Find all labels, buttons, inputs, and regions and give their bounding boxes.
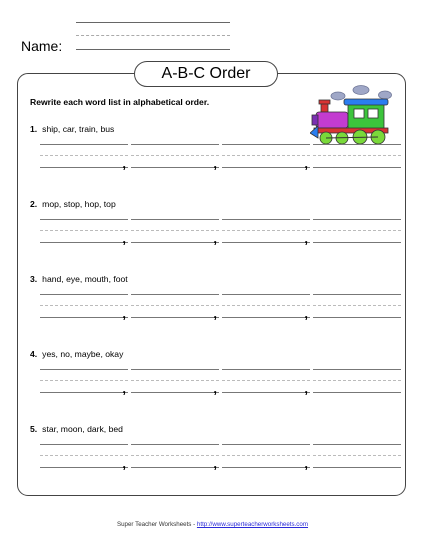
answer-slot-1[interactable] bbox=[40, 444, 128, 471]
answer-comma: , bbox=[213, 381, 217, 396]
answer-guide-top bbox=[222, 369, 310, 370]
answer-guide-dashed bbox=[40, 230, 128, 231]
answer-guide-top bbox=[222, 219, 310, 220]
answer-slot-3[interactable] bbox=[222, 219, 310, 246]
answer-write-line[interactable] bbox=[131, 392, 219, 393]
answer-comma: , bbox=[304, 231, 308, 246]
answer-comma: , bbox=[213, 156, 217, 171]
answer-guide-dashed bbox=[222, 155, 310, 156]
answer-guide-dashed bbox=[40, 455, 128, 456]
answer-write-line[interactable] bbox=[131, 467, 219, 468]
problem-word-list: hand, eye, mouth, foot bbox=[42, 274, 128, 284]
answer-slot-3[interactable] bbox=[222, 369, 310, 396]
footer-link[interactable]: http://www.superteacherworksheets.com bbox=[196, 521, 309, 528]
answer-guide-dashed bbox=[313, 455, 401, 456]
answer-guide-dashed bbox=[131, 380, 219, 381]
answer-slot-4[interactable] bbox=[313, 294, 401, 318]
problem-3 bbox=[30, 274, 396, 334]
answer-slot-4[interactable] bbox=[313, 144, 401, 168]
answer-write-line[interactable] bbox=[313, 317, 401, 318]
answer-slot-2[interactable] bbox=[131, 444, 219, 471]
answer-guide-top bbox=[40, 444, 128, 445]
answer-slot-4[interactable] bbox=[313, 219, 401, 243]
answer-guide-dashed bbox=[131, 305, 219, 306]
problem-word-list: mop, stop, hop, top bbox=[42, 199, 116, 209]
answer-guide-dashed bbox=[131, 455, 219, 456]
answer-guide-top bbox=[313, 144, 401, 145]
problem-number: 2. bbox=[30, 199, 38, 209]
answer-guide-dashed bbox=[313, 305, 401, 306]
answer-slot-2[interactable] bbox=[131, 294, 219, 321]
problem-prompt bbox=[30, 124, 114, 135]
answer-comma: , bbox=[122, 156, 126, 171]
answer-comma: , bbox=[213, 306, 217, 321]
answer-write-line[interactable] bbox=[222, 317, 310, 318]
answer-comma: , bbox=[213, 456, 217, 471]
answer-write-line[interactable] bbox=[313, 167, 401, 168]
answer-guide-top bbox=[222, 294, 310, 295]
answer-comma: , bbox=[122, 456, 126, 471]
answer-write-line[interactable] bbox=[131, 242, 219, 243]
problem-number: 5. bbox=[30, 424, 38, 434]
answer-guide-top bbox=[313, 444, 401, 445]
answer-slot-2[interactable] bbox=[131, 144, 219, 171]
answer-guide-top bbox=[222, 144, 310, 145]
footer bbox=[0, 521, 425, 529]
answer-write-line[interactable] bbox=[40, 467, 128, 468]
answer-guide-top bbox=[313, 369, 401, 370]
problem-2 bbox=[30, 199, 396, 259]
answer-write-line[interactable] bbox=[40, 317, 128, 318]
answer-write-line[interactable] bbox=[222, 392, 310, 393]
answer-guide-top bbox=[131, 444, 219, 445]
worksheet-title: A-B-C Order bbox=[134, 61, 278, 87]
problem-prompt bbox=[30, 424, 123, 435]
name-guide-top-line bbox=[76, 22, 230, 23]
answer-guide-dashed bbox=[131, 230, 219, 231]
answer-comma: , bbox=[304, 381, 308, 396]
answer-write-line[interactable] bbox=[40, 242, 128, 243]
answer-slot-4[interactable] bbox=[313, 444, 401, 468]
problem-prompt bbox=[30, 349, 123, 360]
problem-prompt bbox=[30, 199, 116, 210]
answer-write-line[interactable] bbox=[40, 167, 128, 168]
answer-slot-1[interactable] bbox=[40, 294, 128, 321]
answer-comma: , bbox=[122, 306, 126, 321]
answer-guide-top bbox=[131, 369, 219, 370]
answer-write-line[interactable] bbox=[40, 392, 128, 393]
answer-guide-dashed bbox=[222, 230, 310, 231]
answer-slot-3[interactable] bbox=[222, 444, 310, 471]
answer-comma: , bbox=[213, 231, 217, 246]
answer-comma: , bbox=[304, 156, 308, 171]
answer-comma: , bbox=[304, 456, 308, 471]
problem-word-list: star, moon, dark, bed bbox=[42, 424, 123, 434]
answer-guide-top bbox=[40, 294, 128, 295]
answer-guide-dashed bbox=[40, 155, 128, 156]
name-guide-dashed-line bbox=[76, 35, 230, 36]
smoke-icon bbox=[331, 86, 392, 101]
problem-5 bbox=[30, 424, 396, 484]
answer-guide-top bbox=[40, 369, 128, 370]
answer-guide-top bbox=[222, 444, 310, 445]
problem-number: 3. bbox=[30, 274, 38, 284]
problem-number: 1. bbox=[30, 124, 38, 134]
name-write-line[interactable] bbox=[76, 49, 230, 50]
problem-4 bbox=[30, 349, 396, 409]
answer-slot-3[interactable] bbox=[222, 294, 310, 321]
answer-slot-1[interactable] bbox=[40, 144, 128, 171]
answer-guide-dashed bbox=[222, 305, 310, 306]
answer-guide-dashed bbox=[313, 380, 401, 381]
answer-guide-dashed bbox=[131, 155, 219, 156]
answer-write-line[interactable] bbox=[131, 317, 219, 318]
answer-guide-dashed bbox=[40, 380, 128, 381]
answer-slot-1[interactable] bbox=[40, 219, 128, 246]
answer-guide-top bbox=[313, 219, 401, 220]
answer-guide-dashed bbox=[222, 455, 310, 456]
answer-guide-dashed bbox=[40, 305, 128, 306]
problem-word-list: yes, no, maybe, okay bbox=[42, 349, 124, 359]
answer-write-line[interactable] bbox=[313, 467, 401, 468]
footer-site-name: Super Teacher Worksheets bbox=[116, 521, 192, 528]
name-label: Name: bbox=[21, 38, 63, 54]
answer-guide-top bbox=[131, 219, 219, 220]
problem-word-list: ship, car, train, bus bbox=[42, 124, 115, 134]
answer-comma: , bbox=[122, 231, 126, 246]
answer-write-line[interactable] bbox=[313, 392, 401, 393]
answer-guide-top bbox=[40, 219, 128, 220]
answer-guide-top bbox=[40, 144, 128, 145]
instructions: Rewrite each word list in alphabetical order. bbox=[30, 97, 210, 107]
answer-slot-2[interactable] bbox=[131, 219, 219, 246]
answer-comma: , bbox=[122, 381, 126, 396]
problem-prompt bbox=[30, 274, 128, 285]
answer-slot-4[interactable] bbox=[313, 369, 401, 393]
answer-guide-dashed bbox=[222, 380, 310, 381]
footer-separator: - bbox=[193, 521, 196, 528]
answer-guide-top bbox=[131, 294, 219, 295]
answer-slot-3[interactable] bbox=[222, 144, 310, 171]
answer-guide-dashed bbox=[313, 155, 401, 156]
answer-write-line[interactable] bbox=[313, 242, 401, 243]
answer-slot-1[interactable] bbox=[40, 369, 128, 396]
answer-guide-dashed bbox=[313, 230, 401, 231]
problem-1 bbox=[30, 124, 396, 184]
answer-write-line[interactable] bbox=[222, 467, 310, 468]
answer-slot-2[interactable] bbox=[131, 369, 219, 396]
answer-write-line[interactable] bbox=[222, 167, 310, 168]
answer-guide-top bbox=[131, 144, 219, 145]
answer-write-line[interactable] bbox=[131, 167, 219, 168]
answer-comma: , bbox=[304, 306, 308, 321]
problem-number: 4. bbox=[30, 349, 38, 359]
answer-write-line[interactable] bbox=[222, 242, 310, 243]
answer-guide-top bbox=[313, 294, 401, 295]
